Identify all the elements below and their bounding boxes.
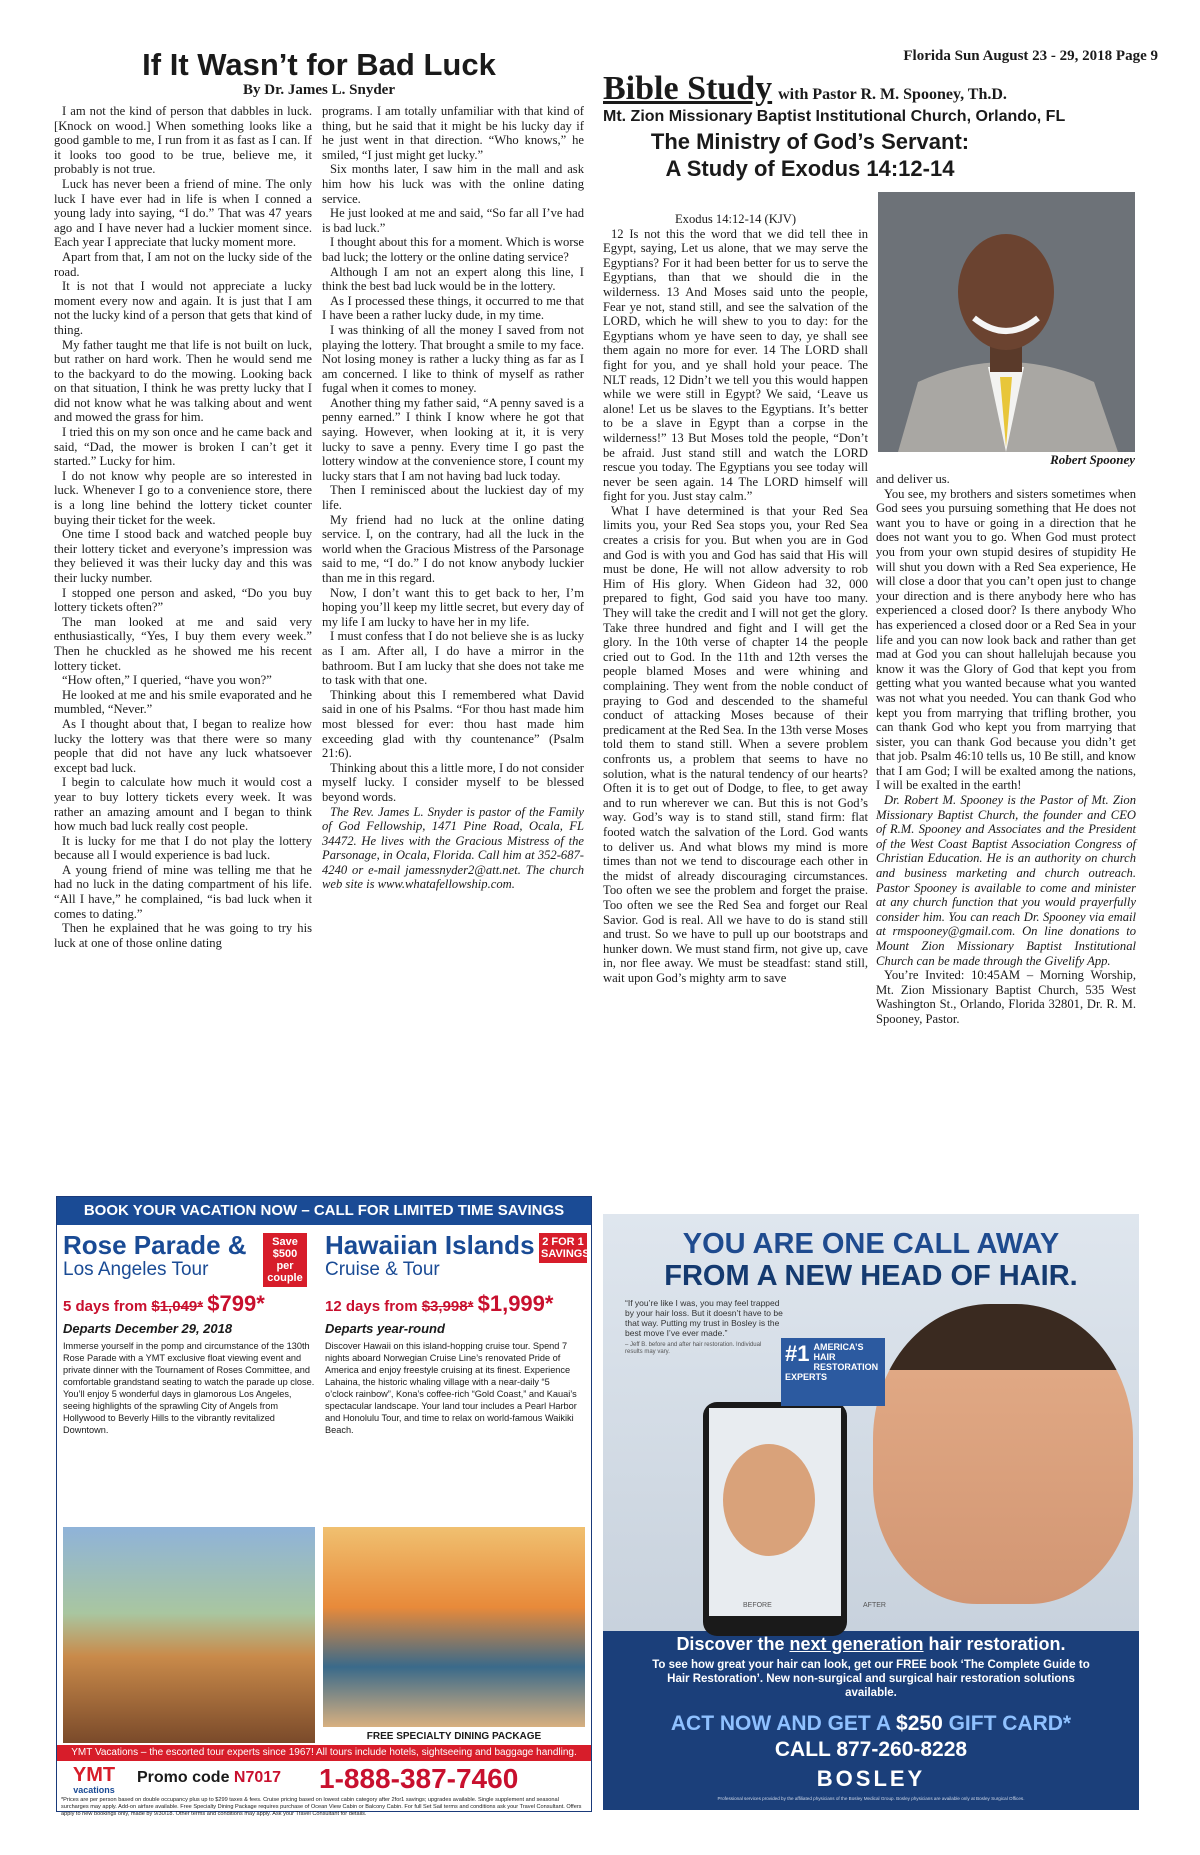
deal-description: Discover Hawaii on this island-hopping cruise tour. Spend 7 nights aboard Norwegian Cruise Line’s renovated Pride of America and enjoy freestyle cruising at its finest. Experience Lahaina, the historic whaling village with a near-daily “5 o’clock rainbow”, Kona’s coffee-rich “Gold Coast,” and Kauai’s spectacular landscape. Your land tour includes a Pearl Harbor and Honolulu Tour, and time to relax on world-famous Waikiki Beach. — [325, 1341, 577, 1435]
paragraph: You see, my brothers and sisters sometimes when God sees you pursuing something that He does not want you to have or going in a direction that he does not want you to go. When God must protect you from your own stupid desires of stupidity He will shut you down with a Red Sea experience, He will close a door that you can’t open just to change your direction and is there anybody here who has experienced a closed door? Is there anybody Who has experienced a closed door or a Red Sea in your life and you can now look back and rather than get mad at God you can shout hallelujah because you know it was the Glory of God that kept you from getting what you wanted because what you wanted was not what you needed. You can thank God who kept you from marrying that trifling brother, you can thank God who kept you from marrying that sister, you can thank God because you didn’t get that job. Psalm 46:10 tells us, 10 Be still, and know that I am God; I will be exalted among the nations, I will be exalted in the earth! — [876, 486, 1136, 793]
before-photo — [723, 1444, 815, 1556]
new-price: $1,999* — [477, 1291, 554, 1316]
ymt-logo-sub: vacations — [73, 1785, 115, 1795]
act-amount: $250 — [896, 1712, 943, 1735]
paragraph: I must confess that I do not believe she is as lucky as I am. After all, I do have a mirror in the bathroom. But I am lucky that she does not take me to task with that one. — [322, 629, 584, 688]
travel-advertisement[interactable] — [56, 1196, 592, 1817]
paragraph: Then he explained that he was going to try his luck at one of those online dating — [54, 921, 312, 950]
church-name: Mt. Zion Missionary Baptist Institutional Church, Orlando, FL — [603, 108, 1066, 125]
save-badge: Save $500 per couple — [263, 1233, 307, 1287]
paragraph: Although I am not an expert along this line, I think the best bad luck would be in the lottery. — [322, 264, 584, 294]
photo-caption: Robert Spooney — [1050, 452, 1135, 467]
paragraph: I am not the kind of person that dabbles in luck. [Knock on wood.] When something looks like a good gamble to me, I run from it as fast as I can. If it looks too good to be true, believe me, it probably is not true. — [54, 104, 312, 177]
dining-package-label: FREE SPECIALTY DINING PACKAGE — [323, 1729, 585, 1745]
paragraph: The man looked at me and said very enthusiastically, “Yes, I buy them every week.” Then he chuckled as he showed me his recent lottery ticket. — [54, 614, 312, 673]
deal-departure: Departs December 29, 2018 — [63, 1321, 233, 1336]
article-title-line-1: The Ministry of God’s Servant: — [650, 129, 970, 154]
paragraph: Now, I don’t want this to get back to her, I’m hoping you’ll keep my little secret, but every day of my life I am lucky to have her in my life. — [322, 585, 584, 629]
bosley-logo: BOSLEY — [816, 1766, 926, 1791]
free-book-offer: To see how great your hair can look, get our FREE book ‘The Complete Guide to Hair Restoration’. New non-surgical and surgical hair restoration solutions available. — [652, 1659, 1090, 1699]
ad-banner: BOOK YOUR VACATION NOW – CALL FOR LIMITED TIME SAVINGS — [57, 1197, 591, 1225]
promo-code — [137, 1769, 281, 1787]
author-bio: Dr. Robert M. Spooney is the Pastor of Mt. Zion Missionary Baptist Church, the founder and CEO of R.M. Spooney and Associates and the President of the West Coast Baptist Association Congress of Christian Education. He is an authority on church and business marketing and church outreach. Pastor Spooney is available to come and minister at any church function that you would prayerfully consider him. You can reach Dr. Spooney via email at rmspooney@gmail.com. On line donations to Mount Zion Missionary Baptist Institutional Church can be made through the Givelify App. — [876, 793, 1136, 968]
act-pre: ACT NOW AND GET A — [670, 1712, 897, 1735]
after-label: AFTER — [863, 1602, 886, 1609]
article-title: If It Wasn’t for Bad Luck — [142, 47, 496, 82]
bosley-phone-number[interactable]: CALL 877-260-8228 — [774, 1738, 968, 1761]
page-masthead: Florida Sun August 23 - 29, 2018 Page 9 — [903, 48, 1158, 64]
paragraph: He looked at me and his smile evaporated and he mumbled, “Never.” — [54, 687, 312, 717]
paragraph: I thought about this for a moment. Which is worse bad luck; the lottery or the online dating service? — [322, 235, 584, 264]
paragraph: My father taught me that life is not built on luck, but rather on hard work. Then he would send me to the backyard to do the mowing. Looking back on that situation, I think he was pretty lucky that I did not know what he was talking about and went and mowed the grass for him. — [54, 337, 312, 425]
ymt-logo — [65, 1765, 123, 1797]
promo-label: Promo code — [137, 1769, 234, 1786]
ad-tagline-strip: YMT Vacations – the escorted tour experts since 1967! All tours include hotels, sightseeing and baggage handling. — [57, 1745, 591, 1761]
paragraph: Another thing my father said, “A penny saved is a penny earned.” I think I know where he got that saying. However, when looking at it, it is very lucky to save a penny. Every time I go past the lottery window at the convenience store, I count my lucky stars that I am not having bad luck today. — [322, 395, 584, 483]
paragraph: Then I reminisced about the luckiest day of my life. — [322, 483, 584, 513]
paragraph: One time I stood back and watched people buy their lottery ticket and everyone’s impression was they believed it was their lucky day and this was their lucky number. — [54, 527, 312, 585]
paragraph: As I processed these things, it occurred to me that I have been a rather lucky dude, in my time. — [322, 293, 584, 323]
article-column-1 — [54, 104, 312, 1170]
discover-underlined: next generation — [789, 1634, 924, 1654]
rose-parade-float-image — [63, 1527, 315, 1743]
deal-subtitle: Los Angeles Tour — [63, 1259, 209, 1280]
experts-badge — [781, 1338, 885, 1406]
paragraph: Luck has never been a friend of mine. The only luck I have ever had in life is when I conned a young lady into saying, “I do.” That was 47 years ago and I have never had a luckier moment since. Each year I appreciate that lucky moment more. — [54, 176, 312, 250]
ymt-logo-text: YMT — [72, 1764, 116, 1786]
old-price: $3,998* — [421, 1298, 474, 1315]
paragraph: Apart from that, I am not on the lucky side of the road. — [54, 249, 312, 279]
gift-card-offer — [603, 1712, 1139, 1736]
deal-description: Immerse yourself in the pomp and circumstance of the 130th Rose Parade with a YMT exclusive float viewing event and private dinner with the Tournament of Roses Committee, and comfortable grandstand seating to watch the parade up close. You’ll enjoy 5 wonderful days in glamorous Los Angeles, seeing highlights of the sprawling City of Angels from Hollywood to Beverly Hills to the vibrantly revitalized Downtown. — [63, 1341, 315, 1435]
paragraph: It is not that I would not appreciate a lucky moment every now and again. It is just that I am not the lucky kind of a person that gets that kind of thing. — [54, 279, 312, 337]
ymt-phone-number[interactable]: 1-888-387-7460 — [319, 1763, 519, 1794]
paragraph: I stopped one person and asked, “Do you buy lottery tickets often?” — [54, 585, 312, 615]
article-column-3 — [603, 212, 868, 1195]
author-bio: The Rev. James L. Snyder is pastor of the Family of God Fellowship, 1471 Pine Road, Ocala, FL 34472. He lives with the Gracious Mistress of the Parsonage, in Ocala, Florida. Call him at 352-687-4240 or e-mail jamessnyder2@att.net. The church web site is www.whatafellowship.com. — [322, 804, 584, 892]
hawaii-beach-image — [323, 1527, 585, 1727]
service-invite: You’re Invited: 10:45AM – Morning Worship, Mt. Zion Missionary Baptist Church, 535 West Washington St., Orlando, Florida 32801, Dr. R. M. Spooney, Pastor. — [876, 968, 1136, 1026]
paragraph: He just looked at me and said, “So far all I’ve had is bad luck.” — [322, 206, 584, 235]
paragraph: 12 Is not this the word that we did tell thee in Egypt, saying, Let us alone, that we may serve the Egyptians? For it had been better for us to serve the Egyptians, than that we should die in the wilderness. 13 And Moses said unto the people, Fear ye not, stand still, and see the salvation of the LORD, which he will shew to you to day: for the Egyptians whom ye have seen to day, ye shall see them again no more for ever. 14 The LORD shall fight for you, and ye shall hold your peace. The NLT reads, 12 Didn’t we tell you this would happen while we were still in Egypt? We said, ‘Leave us alone! Let us be slaves to the Egyptians. It’s better to be a slave in Egypt than a corpse in the wilderness!” 13 But Moses told the people, “Don’t be afraid. Just stand still and watch the LORD rescue you today. The Egyptians you see today will never be seen again. 14 The LORD himself will fight for you. Just stay calm.” — [603, 226, 868, 504]
testimonial-attribution: – Jeff B. before and after hair restoration. Individual results may vary. — [625, 1342, 762, 1355]
paragraph: and deliver us. — [876, 472, 950, 486]
scripture-reference: Exodus 14:12-14 (KJV) — [674, 212, 797, 226]
deal-price — [63, 1291, 315, 1317]
hair-restoration-advertisement[interactable] — [603, 1214, 1139, 1810]
testimonial-quote: “If you’re like I was, you may feel trapped by your hair loss. But it doesn’t have to be that way. Putting my trust in Bosley is the best move I’ve ever made.” — [625, 1298, 783, 1338]
discover-post: hair restoration. — [923, 1634, 1066, 1654]
author-photo — [878, 192, 1135, 452]
paragraph: I was thinking of all the money I saved from not playing the lottery. That brought a smile to my face. Not losing money is rather a lucky thing as far as I am concerned. I like to think of myself as rather fugal when it comes to money. — [322, 322, 584, 396]
ad-headline-line-1: YOU ARE ONE CALL AWAY — [682, 1228, 1060, 1260]
paragraph: programs. I am totally unfamiliar with that kind of thing, but he said that it might be his lucky day if he just went in that direction. “Who knows,” he smiled, “I just might get lucky.” — [322, 104, 584, 162]
promo-code-value: N7017 — [233, 1769, 282, 1786]
section-heading-title: Bible Study — [603, 70, 773, 107]
paragraph: Six months later, I saw him in the mall and ask him how his luck was with the online dating service. — [322, 162, 584, 206]
fine-print: Professional services provided by the affiliated physicians of the Bosley Medical Group. Bosley physicians are available only at Bosley Surgical Offices. — [717, 1796, 1025, 1801]
badge-number: #1 — [785, 1341, 810, 1366]
deal-departure: Departs year-round — [325, 1321, 445, 1336]
paragraph: I do not know why people are so interested in luck. Whenever I go to a convenience store, there is a long line behind the lottery ticket counter buying their ticket for the week. — [54, 468, 312, 527]
new-price: $799* — [207, 1291, 265, 1316]
paragraph: “How often,” I queried, “have you won?” — [62, 673, 272, 688]
deal-subtitle: Cruise & Tour — [325, 1259, 440, 1280]
deal-title: Hawaiian Islands — [325, 1230, 535, 1260]
article-column-4 — [876, 472, 1136, 1195]
article-title — [600, 128, 1020, 182]
deal-price — [325, 1291, 577, 1317]
two-for-one-badge: 2 FOR 1 SAVINGS — [539, 1233, 587, 1263]
price-prefix: 5 days from — [63, 1298, 152, 1315]
ad-headline — [603, 1228, 1139, 1292]
after-photo — [873, 1304, 1133, 1604]
deal-title: Rose Parade & — [63, 1230, 247, 1260]
paragraph: As I thought about that, I began to realize how lucky the lottery was that there were so many people that did not have any luck whatsoever except bad luck. — [54, 716, 312, 775]
article-title-line-2: A Study of Exodus 14:12-14 — [665, 156, 955, 181]
section-heading — [603, 70, 1163, 108]
discover-line — [603, 1634, 1139, 1655]
article-column-2 — [322, 104, 584, 1170]
ad-headline-line-2: FROM A NEW HEAD OF HAIR. — [664, 1260, 1078, 1292]
article-byline: By Dr. James L. Snyder — [243, 82, 395, 98]
portrait-image — [878, 192, 1135, 452]
paragraph: Thinking about this I remembered what David said in one of his Psalms. “For thou hast made him most blessed for ever: thou hast made him exceeding glad with thy countenance” (Psalm 21:6). — [322, 687, 584, 761]
paragraph: I begin to calculate how much it would cost a year to buy lottery tickets every week. It was rather an amazing amount and I began to think how much bad luck really cost people. — [54, 775, 312, 834]
discover-pre: Discover the — [676, 1634, 790, 1654]
old-price: $1,049* — [151, 1298, 204, 1315]
paragraph: My friend had no luck at the online dating service. I, on the contrary, had all the luck in the world when the Gracious Mistress of the Parsonage said to me, “I do.” I do not know anybody luckier than me in this regard. — [322, 512, 584, 585]
paragraph: It is lucky for me that I do not play the lottery because all I would experience is bad luck. — [54, 833, 312, 863]
badge-text: AMERICA’S HAIR RESTORATION EXPERTS — [785, 1342, 879, 1382]
section-heading-subtitle: with Pastor R. M. Spooney, Th.D. — [778, 86, 1007, 103]
price-prefix: 12 days from — [325, 1298, 422, 1315]
fine-print: *Prices are per person based on double occupancy plus up to $299 taxes & fees. Cruise pricing based on lowest cabin category after 2for1 savings; upgrades available. Single supplement and seasonal surcharges may apply. Add-on airfare available. Free Specialty Dining Package requires purchase of Ocean View Cabin or Balcony Cabin. For full Set Sail terms and conditions ask your Travel Consultant. Offers apply to new bookings only, made by 9/30/18. Other terms and conditions may apply. Ask your Travel Consultant for details. — [61, 1797, 582, 1817]
paragraph: A young friend of mine was telling me that he had no luck in the dating compartment of his life. “All I have,” he complained, “is bad luck when it comes to dating.” — [54, 862, 312, 921]
before-label: BEFORE — [743, 1602, 772, 1609]
act-post: GIFT CARD* — [942, 1712, 1072, 1735]
paragraph: I tried this on my son once and he came back and said, “Dad, the mower is broken I can’t get it started.” Lucky for him. — [54, 425, 312, 469]
paragraph: What I have determined is that your Red Sea limits you, your Red Sea stops you, your Red Sea creates a crisis for you. But when you are in God and God is with you and God has said that His will must be done, He will not allow adversity to rob Him of His glory. When Gideon had 32, 000 prepared to fight, God said you have too many. They will take the credit and I will not get the glory. Take three hundred and fight and I will get the glory. In the 10th verse of chapter 14 the people cried out to God. In the 11th and 12th verses the people blamed Moses and were whining and complaining. They went from the noble conduct of praying to God and descended to the shameful conduct of attacking Moses because of their predicament at the Red Sea. In the 13th verse Moses told them to stand still. When a severe problem confronts us, a problem that seems to have no solution, what is the natural tendency of our hearts? Often it is to get out of Dodge, to flee, to get away and to run wherever we can. But this is not God’s way. God’s way is to stand still, stand firm: flat footed watch the salvation of the Lord. God wants to deliver us. And what blows my mind is more times than not we tend to discourage each other in the midst of already discouraging circumstances. Too often we see the problem and forget the praise. Too often we see the Red Sea and forget our Real Savior. God is real. All we have to do is stand still and trust. So we have to pull up our bootstraps and hunker down. We must stand firm, not give up, cave in, nor flee away. We must be steadfast: stand still, wait upon God’s mighty arm to save — [603, 503, 868, 985]
paragraph: Thinking about this a little more, I do not consider myself lucky. I consider myself to be blessed beyond words. — [322, 760, 584, 804]
